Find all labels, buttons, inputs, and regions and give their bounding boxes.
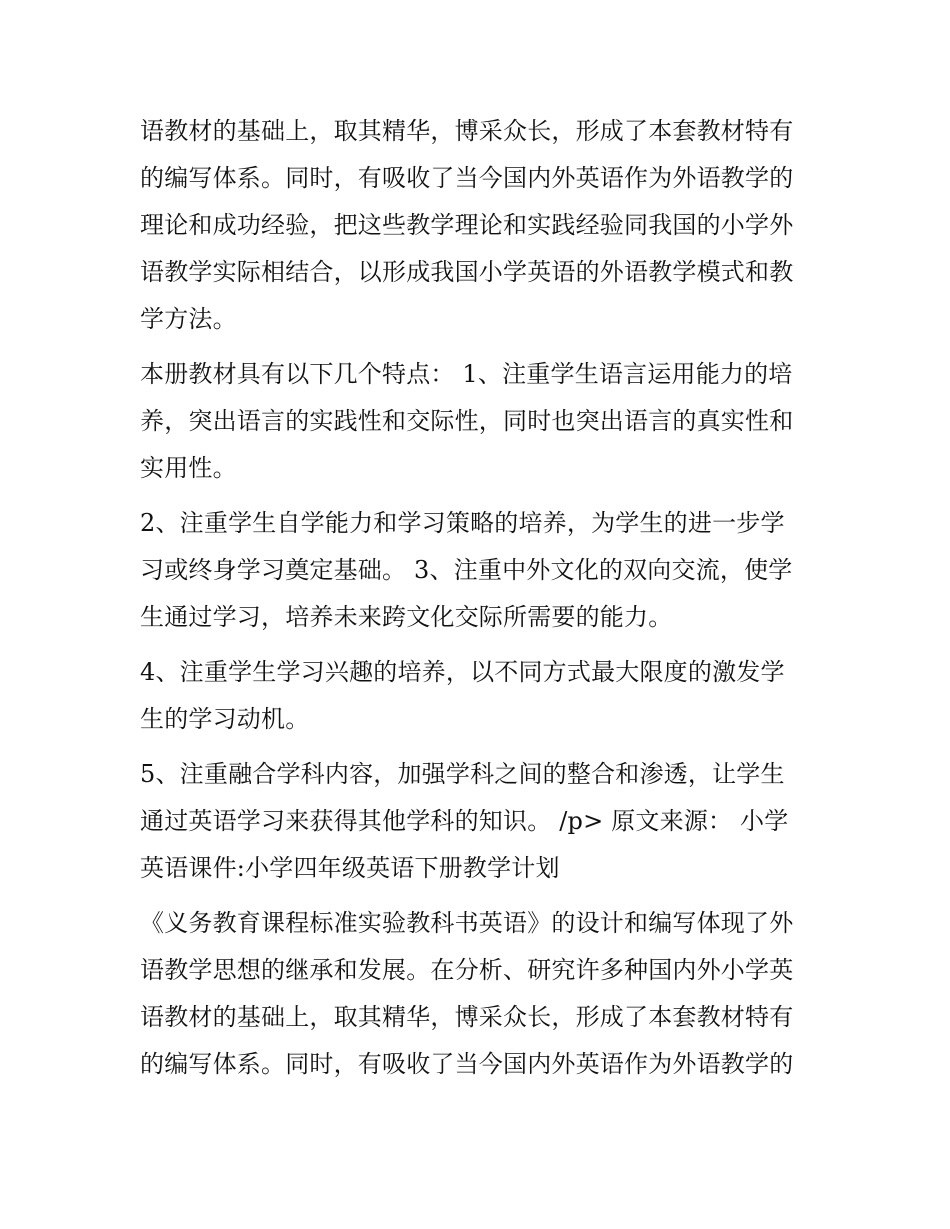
text-line: 实用性。 <box>140 454 237 482</box>
text-line: 英语课件:小学四年级英语下册教学计划 <box>140 854 560 882</box>
text-line: 养，突出语言的实践性和交际性，同时也突出语言的真实性和 <box>140 407 794 435</box>
text-line: 的编写体系。同时，有吸收了当今国内外英语作为外语教学的 <box>140 1050 794 1078</box>
text-line: 4、注重学生学习兴趣的培养，以不同方式最大限度的激发学 <box>140 658 785 686</box>
text-line: 《义务教育课程标准实验教科书英语》的设计和编写体现了外 <box>140 909 794 937</box>
paragraph-3 <box>140 500 830 641</box>
text-line: 生的学习动机。 <box>140 705 310 733</box>
paragraph-6 <box>140 900 830 1088</box>
text-line: 生通过学习，培养未来跨文化交际所需要的能力。 <box>140 603 673 631</box>
paragraph-1 <box>140 108 830 343</box>
text-line: 5、注重融合学科内容，加强学科之间的整合和渗透，让学生 <box>140 760 785 788</box>
text-line: 语教材的基础上，取其精华，博采众长，形成了本套教材特有 <box>140 1003 794 1031</box>
paragraph-2 <box>140 351 830 492</box>
text-line: 语教学实际相结合，以形成我国小学英语的外语教学模式和教 <box>140 258 794 286</box>
paragraph-5 <box>140 751 830 892</box>
text-line: 2、注重学生自学能力和学习策略的培养，为学生的进一步学 <box>140 509 785 537</box>
paragraph-4 <box>140 649 830 743</box>
text-line: 学方法。 <box>140 305 237 333</box>
text-line: 本册教材具有以下几个特点： 1、注重学生语言运用能力的培 <box>140 360 793 388</box>
text-line: 的编写体系。同时，有吸收了当今国内外英语作为外语教学的 <box>140 164 794 192</box>
text-line: 语教学思想的继承和发展。在分析、研究许多种国内外小学英 <box>140 956 794 984</box>
text-line: 通过英语学习来获得其他学科的知识。 /p> 原文来源： 小学 <box>140 807 789 835</box>
text-line: 语教材的基础上，取其精华，博采众长，形成了本套教材特有 <box>140 117 794 145</box>
document-body <box>140 108 830 1096</box>
text-line: 习或终身学习奠定基础。 3、注重中外文化的双向交流，使学 <box>140 556 793 584</box>
text-line: 理论和成功经验，把这些教学理论和实践经验同我国的小学外 <box>140 211 794 239</box>
